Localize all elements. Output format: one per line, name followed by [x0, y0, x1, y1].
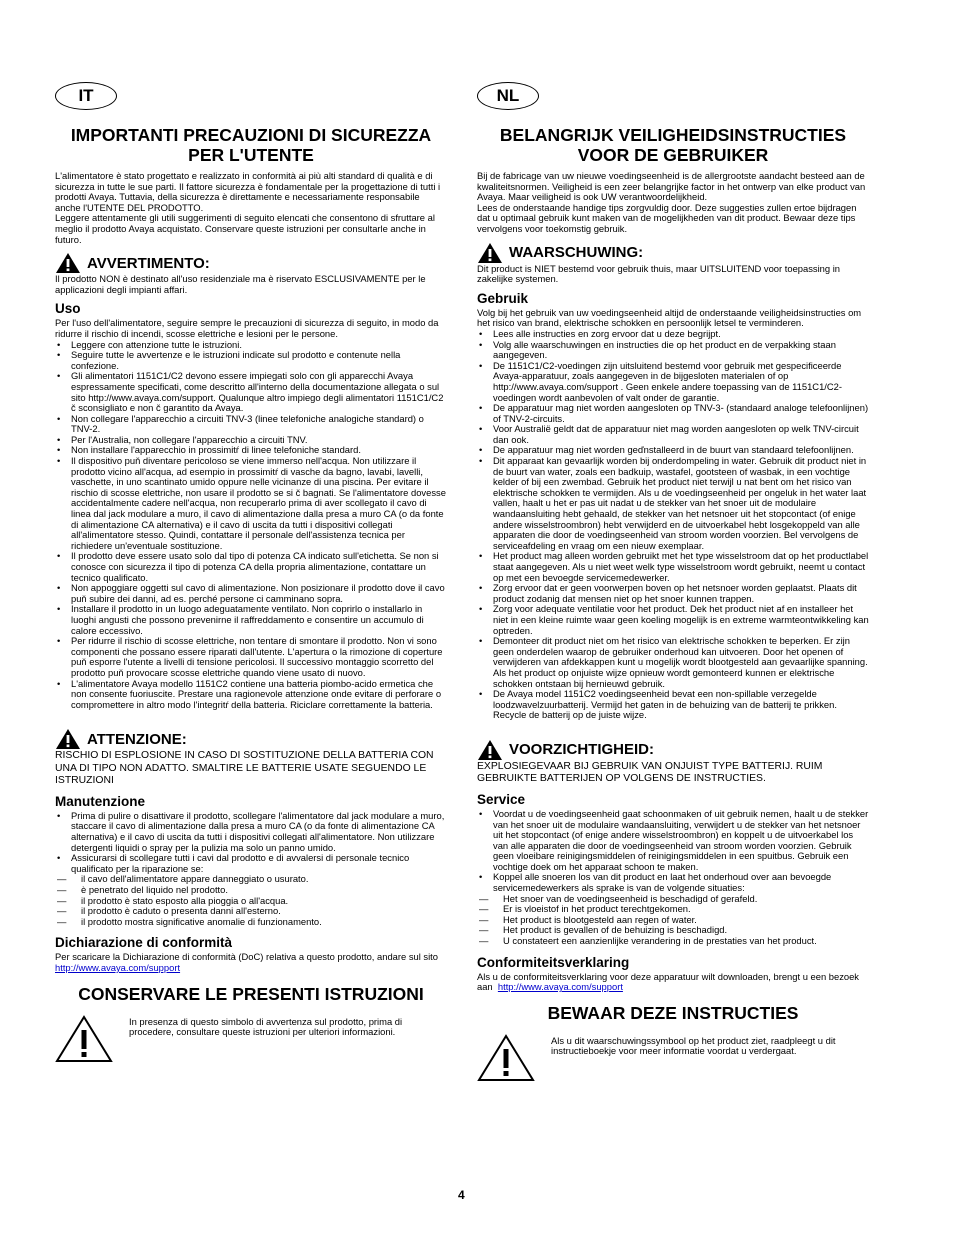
page-title-nl: BELANGRIJK VEILIGHEIDSINSTRUCTIES VOOR DE GEBRUIKER: [499, 125, 847, 165]
list-item: — il prodotto è stato esposto alla pioggia o all'acqua.: [55, 896, 447, 907]
service-list: [477, 809, 869, 894]
keep-instructions-block: [477, 1034, 869, 1082]
keep-instructions-text: Als u dit waarschuwingssymbool op het product ziet, raadpleegt u dit instructieboekje voor meer informatie voordat u verdergaat.: [551, 1034, 836, 1057]
keep-instructions-heading: BEWAAR DEZE INSTRUCTIES: [547, 1002, 799, 1023]
keep-instructions-text: In presenza di questo simbolo di avvertenza sul prodotto, prima di procedere, consultare queste istruzioni per ulteriori informazioni.: [129, 1015, 403, 1038]
list-item: • Il dispositivo puň diventare pericoloso se viene immerso nell'acqua. Non utilizzare il prodotto vicino all'acqua, ad esempio in prossimitŕ di vasche da bagno, lavabi, lavelli, vaschette, in uno scantinato umido oppure nelle vicinanze di una piscina. Per evitare il rischio di scosse elettriche, non usare il prodotto se si č bagnati. Se l'alimentatore dovesse accidentalmente cadere nell'acqua, non recuperarlo prima di aver scollegato il cavo di linea dal jack modulare a muro, il cavo di alimentazione dalla presa a muro CA (o da fonte di alimentazione CA alternativa) e il cavo di uscita da tutti i dispositivi collegati all'alimentatore stesso. Quindi, contattare il personale dell'assistenza tecnica per richiedere un'eventuale sostituzione.: [55, 456, 447, 551]
list-item: • Demonteer dit product niet om het risico van elektrische schokken te beperken. Er zijn geen onderdelen waarop de gebruiker onderhoud kan uitvoeren. Door het openen of verwijderen van afdekkappen kunt u mogelijk wordt blootgesteld aan gevaarlijke spanning. Als het product op onjuiste wijze opnieuw wordt gemonteerd kunnen er elektrische schokken ontstaan bij hernieuwd gebruik.: [477, 636, 869, 689]
italian-column: [55, 82, 447, 1063]
list-item: — Het snoer van de voedingseenheid is beschadigd of gerafeld.: [477, 894, 869, 905]
doc-paragraph: [477, 972, 869, 993]
language-badge-nl: NL: [477, 82, 539, 110]
support-link[interactable]: http://www.avaya.com/support: [497, 981, 623, 993]
warning-heading: [55, 252, 447, 274]
use-heading: Gebruik: [477, 290, 529, 306]
use-intro: Volg bij het gebruik van uw voedingseenheid altijd de onderstaande veiligheidsinstructies om het risico van brand, elektrische schokken en persoonlijk letsel te verminderen.: [477, 306, 862, 329]
caution-title: ATTENZIONE:: [87, 730, 187, 748]
page-number: 4: [458, 1188, 465, 1202]
list-item: • De Avaya model 1151C2 voedingseenheid bevat een non-spillable verzegelde loodzwavelzuurbatterij. Vermijd het gaten in de behuizing van de batterij te prikken. Recycle de batterij op de juiste wijze.: [477, 689, 869, 721]
list-item: • Non collegare l'apparecchio a circuiti TNV-3 (linee telefoniche analogiche standard) o TNV-2.: [55, 414, 447, 435]
use-heading: Uso: [55, 301, 81, 317]
language-badge-it: IT: [55, 82, 117, 110]
list-item: • De apparatuur mag niet worden aangesloten op TNV-3- (standaard analoge telefoonlijnen) of TNV-2-circuits.: [477, 403, 869, 424]
warning-text: Dit product is NIET bestemd voor gebruik thuis, maar UITSLUITEND voor toepassing in zakelijke systemen.: [477, 262, 840, 285]
warning-title: WAARSCHUWING:: [509, 244, 644, 262]
list-item: — U constateert een aanzienlijke verandering in de prestaties van het product.: [477, 936, 869, 947]
warning-triangle-icon: [477, 1034, 535, 1082]
service-sublist: [477, 894, 869, 947]
caution-heading: [55, 728, 447, 750]
use-list: [477, 329, 869, 721]
list-item: • De apparatuur mag niet worden geďnstalleerd in de buurt van standaard telefoonlijnen.: [477, 445, 869, 456]
list-item: • Dit apparaat kan gevaarlijk worden bij onderdompeling in water. Gebruik dit product niet in de buurt van water, zoals een badkuip, wastafel, gootsteen of wasbak, in een vochtige kelder of bij een zwembad. Gebruik het product niet terwijl u nat bent om het risico van elektrische schokken te vermijden. Als u de voedingseenheid per ongeluk in het water laat vallen, haalt u het er pas uit nadat u de stekker van het snoer uit de modulaire wandaansluiting hebt gehaald, de stekker van het netsnoer uit het stopcontact (of enige andere wisselstroombron) hebt verwijderd en de uitvoerkabel hebt losgekoppeld van alle apparaten die door de voedingseenheid van stroom worden voorzien. Bel vervolgens de serviceafdeling en vraag om een nieuw exemplaar.: [477, 456, 869, 551]
list-item: • Assicurarsi di scollegare tutti i cavi dal prodotto e di avvalersi di personale tecnico qualificato per la riparazione se:: [55, 853, 447, 874]
intro-paragraph-1: L'alimentatore è stato progettato e realizzato in conformità ai più alti standard di qualità e di sicurezza in tutte le sue parti. Il fattore sicurezza è fondamentale per la progettazione di tutti i prodotti Avaya. Tuttavia, della sicurezza è direttamente e necessariamente responsabile anche l'UTENTE DEL PRODOTTO.: [55, 170, 441, 213]
warning-text: Il prodotto NON è destinato all'uso residenziale ma è riservato ESCLUSIVAMENTE per le applicazioni degli impianti affari.: [55, 273, 426, 295]
list-item: • Het product mag alleen worden gebruikt met het type wisselstroom dat op het productlabel staat aangegeven. Als u niet weet welk type wisselstroom wordt gebruikt, neemt u contact op met een bevoegde servicemedewerker.: [477, 551, 869, 583]
list-item: — il prodotto mostra significative anomalie di funzionamento.: [55, 917, 447, 928]
list-item: • L'alimentatore Avaya modello 1151C2 contiene una batteria piombo-acido ermetica che non consente fuoriuscite. Prestare una ragionevole attenzione onde evitare di perforare o compromettere in altro modo l'integritŕ della batteria. Riciclare correttamente la batteria.: [55, 679, 447, 711]
use-intro: Per l'uso dell'alimentatore, seguire sempre le precauzioni di sicurezza di seguito, in modo da ridurre il rischio di incendi, scosse elettriche e lesioni per le persone.: [55, 317, 439, 339]
intro-paragraph-2: Lees de onderstaande handige tips zorgvuldig door. Deze suggesties zullen ertoe bijdragen dat u optimaal gebruik kunt maken van de mogelijkheden van dit product. Bewaar deze tips vervolgens voor toekomstig gebruik.: [477, 201, 857, 234]
maintenance-heading: Manutenzione: [55, 793, 145, 809]
maintenance-list: [55, 811, 447, 875]
list-item: • Installare il prodotto in un luogo adeguatamente ventilato. Non coprirlo o installarlo in luoghi angusti che possono prevenirne il raffreddamento e consentire un accumulo di calore eccessivo.: [55, 604, 447, 636]
caution-text: EXPLOSIEGEVAAR BIJ GEBRUIK VAN ONJUIST TYPE BATTERIJ. RUIM GEBRUIKTE BATTERIJEN OP VOLGENS DE INSTRUCTIES.: [477, 760, 823, 785]
warning-triangle-icon: [55, 1015, 113, 1063]
list-item: — Er is vloeistof in het product terechtgekomen.: [477, 904, 869, 915]
list-item: • Volg alle waarschuwingen en instructies die op het product en de verpakking staan aangegeven.: [477, 340, 869, 361]
list-item: • Lees alle instructies en zorg ervoor dat u deze begrijpt.: [477, 329, 869, 340]
list-item: • Il prodotto deve essere usato solo dal tipo di potenza CA indicato sull'etichetta. Se non si conosce con sicurezza il tipo di potenza CA della propria alimentazione, contattare un tecnico qualificato.: [55, 551, 447, 583]
list-item: • Leggere con attenzione tutte le istruzioni.: [55, 340, 447, 351]
support-link[interactable]: http://www.avaya.com/support: [55, 961, 181, 973]
warning-heading: [477, 242, 869, 264]
list-item: • Voordat u de voedingseenheid gaat schoonmaken of uit gebruik nemen, haalt u de stekker van het snoer uit de modulaire wandaansluiting, verwijdert u de stekker van het netsnoer uit het stopcontact (of enige andere wisselstroombron) en koppelt u de uitvoerkabel los van alle apparaten die door de voedingseenheid van stroom worden voorzien. Gebruik geen vloeibare reinigingsmiddelen of reinigingsmiddelen in een spuitbus. Gebruik een vochtige doek om het apparaat schoon te maken.: [477, 809, 869, 873]
maintenance-sublist: [55, 874, 447, 927]
doc-heading: Dichiarazione di conformità: [55, 935, 233, 951]
list-item: • Per l'Australia, non collegare l'apparecchio a circuiti TNV.: [55, 435, 447, 446]
list-item: • De 1151C1/C2-voedingen zijn uitsluitend bestemd voor gebruik met gespecificeerde Avaya-apparatuur, zoals aangegeven in de bijgesloten materialen of op http://www.avaya.com/support . Geen enkele andere toepassing van de 1151C1/C2-voedingen wordt aanbevolen of valt onder de garantie.: [477, 361, 869, 403]
warning-triangle-icon: [55, 252, 81, 274]
warning-triangle-icon: [55, 728, 81, 750]
intro-paragraph-2: Leggere attentamente gli utili suggerimenti di seguito elencati che consentono di sfruttare al meglio il prodotto Avaya acquistato. Conservare queste istruzioni per consultarle anche in futuro.: [55, 212, 435, 245]
keep-instructions-block: [55, 1015, 447, 1063]
list-item: — il prodotto è caduto o presenta danni all'esterno.: [55, 906, 447, 917]
doc-heading: Conformiteitsverklaring: [477, 954, 630, 970]
page-title-it: IMPORTANTI PRECAUZIONI DI SICUREZZA PER L'UTENTE: [70, 125, 432, 165]
caution-text: RISCHIO DI ESPLOSIONE IN CASO DI SOSTITUZIONE DELLA BATTERIA CON UNA DI TIPO NON ADATTO. SMALTIRE LE BATTERIE USATE SEGUENDO LE ISTRUZIONI: [55, 750, 434, 787]
list-item: • Zorg ervoor dat er geen voorwerpen boven op het netsnoer worden geplaatst. Plaats dit product zodanig dat mensen niet op het snoer kunnen trappen.: [477, 583, 869, 604]
list-item: • Zorg voor adequate ventilatie voor het product. Dek het product niet af en installeer het niet in een kleine ruimte waar geen koeling mogelijk is en extreme warmteontwikkeling kan optreden.: [477, 604, 869, 636]
doc-text: Per scaricare la Dichiarazione di conformità (DoC) relativa a questo prodotto, andare sul sito: [55, 951, 438, 963]
list-item: • Per ridurre il rischio di scosse elettriche, non tentare di smontare il prodotto. Non vi sono componenti che possano essere riparati dall'utente. L'apertura o la rimozione di coperture puň esporre l'utente a livelli di tensione pericolosi. Il successivo montaggio scorretto del prodotto puň provocare scosse elettriche quando viene usato di nuovo.: [55, 636, 447, 678]
use-list: [55, 340, 447, 711]
warning-triangle-icon: [477, 739, 503, 761]
warning-title: AVVERTIMENTO:: [87, 254, 210, 272]
list-item: • Prima di pulire o disattivare il prodotto, scollegare l'alimentatore dal jack modulare a muro, staccare il cavo di alimentazione dalla presa a muro CA (o da fonte di alimentazione CA alternativa) e il cavo di uscita da tutti i dispositivi collegati all'alimentatore. Non utilizzare detergenti liquidi o spray per la pulizia ma solo un panno umido.: [55, 811, 447, 853]
list-item: — il cavo dell'alimentatore appare danneggiato o usurato.: [55, 874, 447, 885]
doc-text: Als u de conformiteitsverklaring voor deze apparatuur wilt downloaden, brengt u een bezoek aan: [477, 970, 859, 993]
dutch-column: [477, 82, 869, 1082]
list-item: — Het product is blootgesteld aan regen of water.: [477, 915, 869, 926]
keep-instructions-heading: CONSERVARE LE PRESENTI ISTRUZIONI: [78, 983, 424, 1004]
doc-paragraph: [55, 952, 447, 973]
intro-paragraph-1: Bij de fabricage van uw nieuwe voedingseenheid is de allergrootste aandacht besteed aan de kwaliteitsnormen. Veiligheid is een zeer belangrijke factor in het ontwerp van elke product van Avaya. Maar veiligheid is ook UW verantwoordelijkheid.: [477, 170, 866, 203]
caution-title: VOORZICHTIGHEID:: [509, 741, 654, 759]
list-item: — è penetrato del liquido nel prodotto.: [55, 885, 447, 896]
list-item: • Non appoggiare oggetti sul cavo di alimentazione. Non posizionare il prodotto dove il cavo puň subire dei danni, ad es. perché persone ci camminano sopra.: [55, 583, 447, 604]
service-heading: Service: [477, 791, 526, 807]
warning-triangle-icon: [477, 242, 503, 264]
list-item: • Voor Australië geldt dat de apparatuur niet mag worden aangesloten op welk TNV-circuit dan ook.: [477, 424, 869, 445]
list-item: • Seguire tutte le avvertenze e le istruzioni indicate sul prodotto e contenute nella confezione.: [55, 350, 447, 371]
caution-heading: [477, 739, 869, 761]
list-item: • Non installare l'apparecchio in prossimitŕ di linee telefoniche standard.: [55, 445, 447, 456]
list-item: • Gli alimentatori 1151C1/C2 devono essere impiegati solo con gli apparecchi Avaya espressamente specificati, come descritto all'interno della documentazione allegata o sul sito http://www.avaya.com/support. Qualunque altro impiego degli alimentatori 1151C1/C2 č sconsigliato e non č garantito da Avaya.: [55, 371, 447, 413]
list-item: — Het product is gevallen of de behuizing is beschadigd.: [477, 925, 869, 936]
list-item: • Koppel alle snoeren los van dit product en laat het onderhoud over aan bevoegde servicemedewerkers als sprake is van de volgende situaties:: [477, 872, 869, 893]
